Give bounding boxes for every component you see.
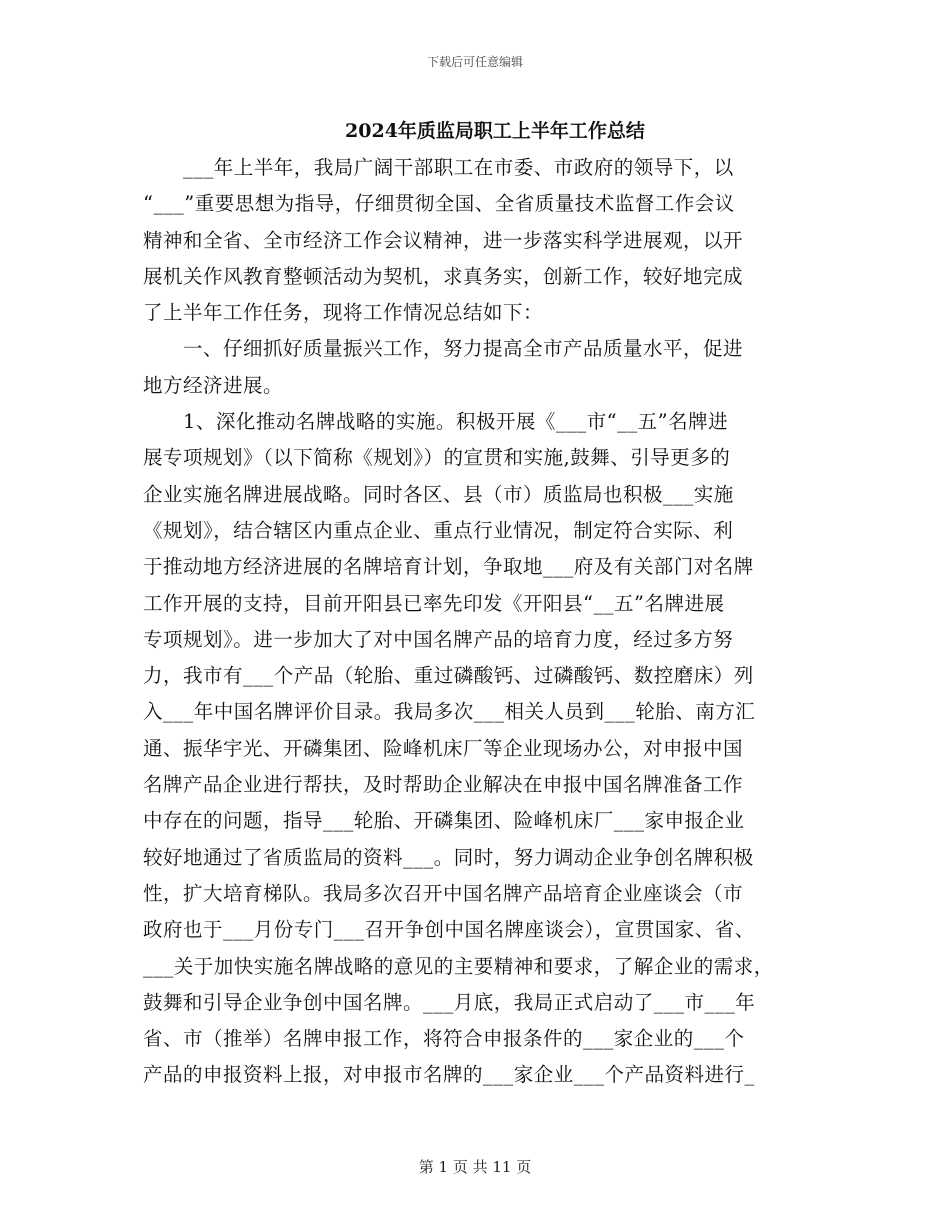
body-text-line: 地方经济进展。 [143,373,284,397]
body-text-line: 展机关作风教育整顿活动为契机，求真务实，创新工作，较好地完成 [143,264,744,288]
body-text-line: 展专项规划》（以下简称《规划》）的宣贯和实施,鼓舞、引导更多的 [143,446,731,470]
page-footer: 第 1 页 共 11 页 [418,1158,532,1176]
body-text-line: 力，我市有___个产品（轮胎、重过磷酸钙、过磷酸钙、数控磨床）列 [143,664,754,688]
body-text-line: 入___年中国名牌评价目录。我局多次___相关人员到___轮胎、南方汇 [143,700,756,724]
body-text-line: 了上半年工作任务，现将工作情况总结如下： [143,301,544,325]
body-text-line: 通、振华宇光、开磷集团、险峰机床厂等企业现场办公，对申报中国 [143,736,744,760]
body-text-line: ___年上半年，我局广阔干部职工在市委、市政府的领导下，以 [143,156,734,179]
body-text-line: 精神和全省、全市经济工作会议精神，进一步落实科学进展观，以开 [143,228,744,252]
body-text-line: 中存在的问题，指导___轮胎、开磷集团、险峰机床厂___家申报企业 [143,809,745,833]
body-text-line: 较好地通过了省质监局的资料___。同时，努力调动企业争创名牌积极 [143,845,754,869]
body-text-line: 政府也于___月份专门___召开争创中国名牌座谈会），宣贯国家、省、 [143,918,755,942]
document-body [143,150,823,1094]
body-text-line: 一、仔细抓好质量振兴工作，努力提高全市产品质量水平，促进 [143,337,744,361]
body-text-line: ___关于加快实施名牌战略的意见的主要精神和要求，了解企业的需求， [143,954,774,978]
body-text-line: 专项规划》。进一步加大了对中国名牌产品的培育力度，经过多方努 [143,627,734,651]
body-text-line: 名牌产品企业进行帮扶，及时帮助企业解决在申报中国名牌准备工作 [143,773,744,797]
body-text-line: 鼓舞和引导企业争创中国名牌。___月底，我局正式启动了___市___年 [143,990,756,1014]
body-text-line: 工作开展的支持，目前开阳县已率先印发《开阳县“__五”名牌进展 [143,591,725,615]
body-text-line: 于推动地方经济进展的名牌培育计划，争取地___府及有关部门对名牌 [143,555,754,579]
body-text-line: 企业实施名牌进展战略。同时各区、县（市）质监局也积极___实施 [143,482,734,506]
body-text-line: 1、深化推动名牌战略的实施。积极开展《___市“__五”名牌进 [143,410,729,434]
document-title: 2024年质监局职工上半年工作总结 [345,120,645,142]
body-text-line: “___”重要思想为指导，仔细贯彻全国、全省质量技术监督工作会议 [143,192,735,216]
body-text-line: 省、市（推举）名牌申报工作，将符合申报条件的___家企业的___个 [143,1027,745,1051]
body-text-line: 产品的申报资料上报，对申报市名牌的___家企业___个产品资料进行_ [143,1063,755,1087]
body-text-line: 《规划》，结合辖区内重点企业、重点行业情况，制定符合实际、利 [143,518,734,542]
body-text-line: 性，扩大培育梯队。我局多次召开中国名牌产品培育企业座谈会（市 [143,881,744,905]
header-note: 下载后可任意编辑 [426,55,523,69]
